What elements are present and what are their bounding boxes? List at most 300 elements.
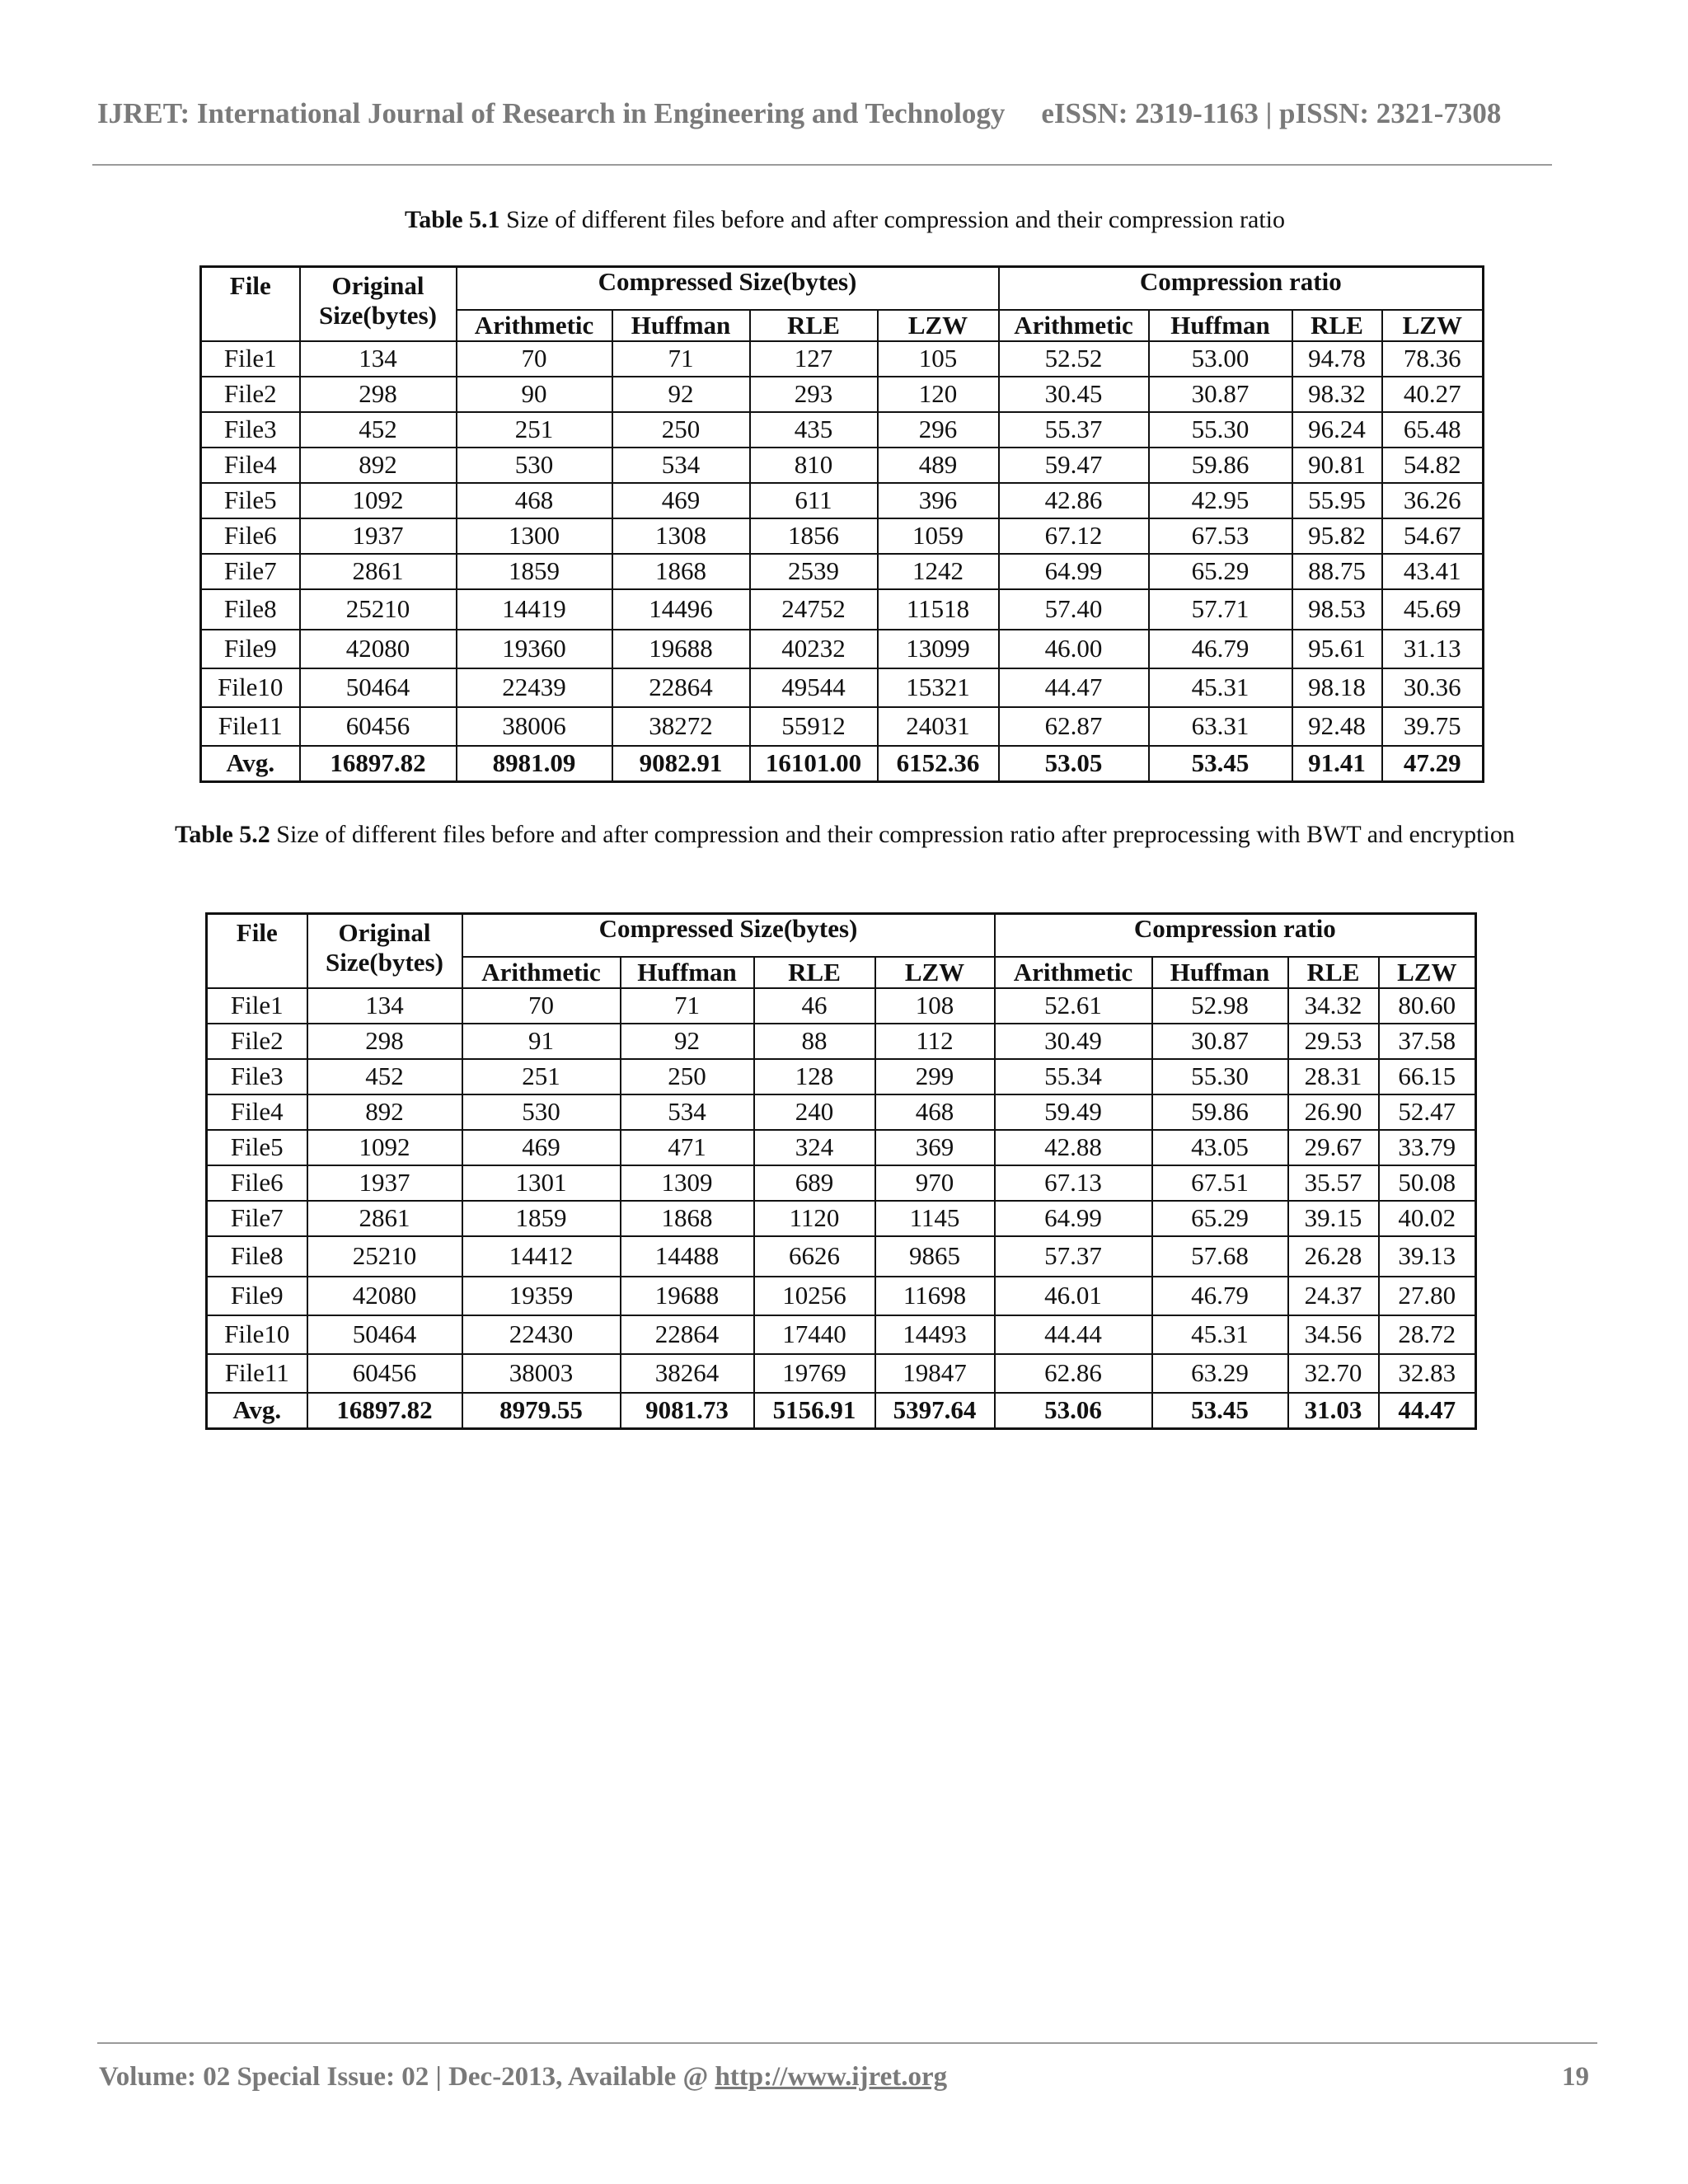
table-cell: 88.75 [1292,554,1382,589]
table-cell: 43.41 [1382,554,1484,589]
table-cell: 94.78 [1292,341,1382,377]
table-row [207,1315,1476,1354]
table-cell: 11698 [875,1277,995,1315]
table-cell: 469 [612,483,750,518]
table-cell: 611 [750,483,878,518]
table-row [207,1236,1476,1277]
table-cell: 452 [300,412,457,448]
table-cell: 46.00 [999,630,1149,668]
table-cell: 28.72 [1379,1315,1476,1354]
table-cell: 26.28 [1288,1236,1379,1277]
table-cell: 38272 [612,707,750,746]
table-cell: 98.32 [1292,377,1382,412]
table-cell: 25210 [300,589,457,630]
table-cell: 60456 [307,1354,462,1393]
table-cell: 39.15 [1288,1201,1379,1236]
table-cell: 1308 [612,518,750,554]
table-cell: 92 [612,377,750,412]
subheader-arithmetic-size: Arithmetic [457,310,612,341]
table-cell: 50.08 [1379,1165,1476,1201]
table-cell: 1859 [457,554,612,589]
table-cell: 32.70 [1288,1354,1379,1393]
table-cell: 90.81 [1292,448,1382,483]
subheader-huffman-ratio: Huffman [1149,310,1292,341]
table-row [207,1094,1476,1130]
table-cell: 90 [457,377,612,412]
table-cell: 91 [462,1024,621,1059]
table-cell: 26.90 [1288,1094,1379,1130]
table-cell: File4 [207,1094,307,1130]
table-cell: 67.12 [999,518,1149,554]
table-row [201,668,1484,707]
average-cell: 8979.55 [462,1393,621,1429]
table-cell: 80.60 [1379,988,1476,1024]
table-cell: 892 [307,1094,462,1130]
table-5-1 [199,265,1484,783]
table-cell: 1300 [457,518,612,554]
table-cell: File2 [207,1024,307,1059]
table-cell: 40.02 [1379,1201,1476,1236]
table-cell: 95.82 [1292,518,1382,554]
table-cell: 40232 [750,630,878,668]
table-cell: 59.86 [1152,1094,1288,1130]
table-cell: 2539 [750,554,878,589]
table-row [201,412,1484,448]
subheader-rle-ratio: RLE [1292,310,1382,341]
table-cell: 6626 [754,1236,875,1277]
table-cell: 1301 [462,1165,621,1201]
table-row [207,1059,1476,1094]
table-cell: 28.31 [1288,1059,1379,1094]
table-label: Table 5.1 [404,206,500,233]
table-cell: 22864 [621,1315,754,1354]
table-cell: 55.95 [1292,483,1382,518]
table-cell: 489 [878,448,999,483]
table-cell: 534 [612,448,750,483]
table-cell: 134 [307,988,462,1024]
table-cell: 57.40 [999,589,1149,630]
table-cell: File10 [201,668,300,707]
table-cell: 54.82 [1382,448,1484,483]
table-cell: 30.87 [1152,1024,1288,1059]
table-row [207,1354,1476,1393]
issn-numbers: eISSN: 2319-1163 | pISSN: 2321-7308 [1041,97,1502,129]
table-cell: 293 [750,377,878,412]
table-row [207,1201,1476,1236]
table-cell: 55.37 [999,412,1149,448]
table-cell: 19688 [621,1277,754,1315]
table-cell: 45.31 [1149,668,1292,707]
table-cell: 54.67 [1382,518,1484,554]
table-row [201,554,1484,589]
table-cell: 52.61 [995,988,1152,1024]
subheader-rle-size: RLE [754,957,875,988]
page-footer [99,2062,947,2093]
average-cell: 91.41 [1292,746,1382,782]
table-cell: 9865 [875,1236,995,1277]
table-cell: 46.79 [1149,630,1292,668]
table-cell: File2 [201,377,300,412]
average-cell: 8981.09 [457,746,612,782]
table-cell: 108 [875,988,995,1024]
volume-info: Volume: 02 Special Issue: 02 | Dec-2013, Available @ [99,2062,715,2092]
header-original-size: Original Size(bytes) [300,267,457,341]
table-cell: File9 [207,1277,307,1315]
table-5-1-caption [198,204,1492,236]
table-cell: 50464 [307,1315,462,1354]
table-cell: 29.53 [1288,1024,1379,1059]
table-cell: File1 [201,341,300,377]
subheader-lzw-ratio: LZW [1382,310,1484,341]
table-cell: 19847 [875,1354,995,1393]
table-cell: 14412 [462,1236,621,1277]
table-cell: 70 [457,341,612,377]
table-cell: 96.24 [1292,412,1382,448]
header-compression-ratio: Compression ratio [999,267,1484,310]
table-cell: 127 [750,341,878,377]
table-cell: File10 [207,1315,307,1354]
table-cell: 10256 [754,1277,875,1315]
table-cell: 42080 [300,630,457,668]
table-row [201,448,1484,483]
table-cell: 1859 [462,1201,621,1236]
table-cell: 34.56 [1288,1315,1379,1354]
table-row [207,1165,1476,1201]
footer-rule [97,2042,1597,2044]
subheader-huffman-size: Huffman [621,957,754,988]
table-cell: 13099 [878,630,999,668]
table-cell: 296 [878,412,999,448]
table-cell: 52.52 [999,341,1149,377]
header-compressed-size: Compressed Size(bytes) [457,267,999,310]
table-cell: File7 [207,1201,307,1236]
table-cell: 45.69 [1382,589,1484,630]
subheader-arithmetic-size: Arithmetic [462,957,621,988]
table-cell: 46.01 [995,1277,1152,1315]
table-cell: 1937 [300,518,457,554]
subheader-lzw-size: LZW [878,310,999,341]
table-5-2 [205,912,1477,1430]
table-cell: 250 [612,412,750,448]
table-cell: 25210 [307,1236,462,1277]
journal-link[interactable]: http://www.ijret.org [715,2062,948,2092]
table-cell: 36.26 [1382,483,1484,518]
table-cell: File5 [207,1130,307,1165]
table-cell: 63.29 [1152,1354,1288,1393]
table-cell: 55912 [750,707,878,746]
header-rule [92,164,1552,166]
average-cell: 9082.91 [612,746,750,782]
table-cell: 15321 [878,668,999,707]
table-cell: File6 [207,1165,307,1201]
table-cell: 128 [754,1059,875,1094]
table-cell: 46.79 [1152,1277,1288,1315]
table-cell: 369 [875,1130,995,1165]
table-cell: 65.29 [1149,554,1292,589]
table-cell: 39.13 [1379,1236,1476,1277]
table-cell: 1092 [307,1130,462,1165]
table-cell: 298 [307,1024,462,1059]
table-cell: 530 [462,1094,621,1130]
table-cell: 396 [878,483,999,518]
table-cell: 1120 [754,1201,875,1236]
table-cell: 38006 [457,707,612,746]
table-cell: 19359 [462,1277,621,1315]
table-cell: 67.51 [1152,1165,1288,1201]
table-cell: 1868 [621,1201,754,1236]
table-cell: 67.53 [1149,518,1292,554]
table-cell: File8 [201,589,300,630]
table-cell: 37.58 [1379,1024,1476,1059]
average-cell: 53.06 [995,1393,1152,1429]
table-cell: 30.36 [1382,668,1484,707]
table-cell: File8 [207,1236,307,1277]
subheader-lzw-size: LZW [875,957,995,988]
table-cell: 95.61 [1292,630,1382,668]
table-cell: 71 [621,988,754,1024]
subheader-rle-ratio: RLE [1288,957,1379,988]
table-cell: 50464 [300,668,457,707]
table-cell: 55.34 [995,1059,1152,1094]
table-cell: 14488 [621,1236,754,1277]
subheader-lzw-ratio: LZW [1379,957,1476,988]
table-cell: File11 [201,707,300,746]
table-cell: 52.98 [1152,988,1288,1024]
table-cell: 134 [300,341,457,377]
average-cell: 53.05 [999,746,1149,782]
average-cell: 5156.91 [754,1393,875,1429]
table-cell: 98.53 [1292,589,1382,630]
table-cell: 1092 [300,483,457,518]
table-cell: 40.27 [1382,377,1484,412]
table-cell: 468 [875,1094,995,1130]
caption-text: Size of different files before and after compression and their compression ratio [506,206,1286,233]
average-cell: 5397.64 [875,1393,995,1429]
table-cell: 33.79 [1379,1130,1476,1165]
table-cell: 42080 [307,1277,462,1315]
journal-title: IJRET: International Journal of Research in Engineering and Technology [97,97,1006,129]
table-cell: 105 [878,341,999,377]
table-cell: 468 [457,483,612,518]
table-cell: 34.32 [1288,988,1379,1024]
table-cell: 44.47 [999,668,1149,707]
caption-text: Size of different files before and after compression and their compression ratio after preprocessing with BWT and encryption [276,821,1515,848]
table-cell: 53.00 [1149,341,1292,377]
table-cell: 29.67 [1288,1130,1379,1165]
table-cell: 19769 [754,1354,875,1393]
table-cell: 45.31 [1152,1315,1288,1354]
table-cell: 435 [750,412,878,448]
table-cell: 46 [754,988,875,1024]
table-cell: 250 [621,1059,754,1094]
average-cell: 44.47 [1379,1393,1476,1429]
table-cell: 112 [875,1024,995,1059]
table-cell: 60456 [300,707,457,746]
table-row [207,1277,1476,1315]
table-cell: 63.31 [1149,707,1292,746]
header-file: File [201,267,300,341]
average-cell: 16897.82 [300,746,457,782]
running-header [97,97,1527,130]
table-cell: 534 [621,1094,754,1130]
table-cell: 42.95 [1149,483,1292,518]
table-cell: 71 [612,341,750,377]
table-cell: 55.30 [1152,1059,1288,1094]
table-cell: 62.86 [995,1354,1152,1393]
table-5-2-caption [148,818,1541,851]
table-cell: File7 [201,554,300,589]
table-cell: 59.47 [999,448,1149,483]
table-cell: 19688 [612,630,750,668]
table-cell: 22439 [457,668,612,707]
average-row [201,746,1484,782]
table-row [207,988,1476,1024]
subheader-rle-size: RLE [750,310,878,341]
table-cell: 43.05 [1152,1130,1288,1165]
table-cell: 1856 [750,518,878,554]
table-cell: 92 [621,1024,754,1059]
table-cell: 120 [878,377,999,412]
subheader-arithmetic-ratio: Arithmetic [999,310,1149,341]
table-cell: File1 [207,988,307,1024]
table-row [201,518,1484,554]
table-cell: 52.47 [1379,1094,1476,1130]
table-cell: 452 [307,1059,462,1094]
table-cell: 42.86 [999,483,1149,518]
table-cell: 299 [875,1059,995,1094]
average-cell: 53.45 [1152,1393,1288,1429]
table-cell: 24031 [878,707,999,746]
average-cell: 31.03 [1288,1393,1379,1429]
table-cell: File5 [201,483,300,518]
average-cell: 47.29 [1382,746,1484,782]
table-cell: 55.30 [1149,412,1292,448]
header-compressed-size: Compressed Size(bytes) [462,914,995,957]
table-cell: 38003 [462,1354,621,1393]
table-cell: File4 [201,448,300,483]
table-row [207,1130,1476,1165]
table-cell: 1242 [878,554,999,589]
table-cell: 24.37 [1288,1277,1379,1315]
table-cell: 30.45 [999,377,1149,412]
table-cell: 88 [754,1024,875,1059]
table-cell: 1868 [612,554,750,589]
table-cell: 240 [754,1094,875,1130]
table-cell: 24752 [750,589,878,630]
table-cell: 11518 [878,589,999,630]
table-cell: 469 [462,1130,621,1165]
average-cell: Avg. [201,746,300,782]
table-row [201,483,1484,518]
table-cell: 65.29 [1152,1201,1288,1236]
table-cell: 1937 [307,1165,462,1201]
table-cell: 1145 [875,1201,995,1236]
table-cell: 98.18 [1292,668,1382,707]
table-cell: 22864 [612,668,750,707]
page-number: 19 [1562,2062,1589,2092]
subheader-huffman-size: Huffman [612,310,750,341]
table-cell: 32.83 [1379,1354,1476,1393]
table-cell: 39.75 [1382,707,1484,746]
table-row [201,341,1484,377]
table-cell: 44.44 [995,1315,1152,1354]
average-cell: 16101.00 [750,746,878,782]
table-row [201,589,1484,630]
table-cell: 62.87 [999,707,1149,746]
table-cell: 66.15 [1379,1059,1476,1094]
table-cell: 31.13 [1382,630,1484,668]
average-cell: 6152.36 [878,746,999,782]
table-body [207,988,1476,1429]
table-cell: 14496 [612,589,750,630]
average-cell: 53.45 [1149,746,1292,782]
table-cell: 30.49 [995,1024,1152,1059]
table-cell: 970 [875,1165,995,1201]
table-cell: File11 [207,1354,307,1393]
table-cell: 2861 [307,1201,462,1236]
table-cell: 810 [750,448,878,483]
table-row [201,707,1484,746]
table-cell: 892 [300,448,457,483]
table-cell: 19360 [457,630,612,668]
average-cell: 16897.82 [307,1393,462,1429]
table-cell: 64.99 [995,1201,1152,1236]
table-cell: 530 [457,448,612,483]
table-row [201,377,1484,412]
table-cell: 1309 [621,1165,754,1201]
table-cell: 2861 [300,554,457,589]
table-cell: 42.88 [995,1130,1152,1165]
subheader-huffman-ratio: Huffman [1152,957,1288,988]
average-cell: 9081.73 [621,1393,754,1429]
table-cell: 251 [462,1059,621,1094]
table-cell: 17440 [754,1315,875,1354]
table-cell: 30.87 [1149,377,1292,412]
table-row [207,1024,1476,1059]
table-cell: 59.49 [995,1094,1152,1130]
table-cell: File6 [201,518,300,554]
table-cell: 22430 [462,1315,621,1354]
subheader-arithmetic-ratio: Arithmetic [995,957,1152,988]
table-cell: 65.48 [1382,412,1484,448]
header-file: File [207,914,307,988]
table-cell: 324 [754,1130,875,1165]
table-cell: 57.71 [1149,589,1292,630]
table-cell: 471 [621,1130,754,1165]
table-cell: 35.57 [1288,1165,1379,1201]
table-cell: 49544 [750,668,878,707]
table-cell: File9 [201,630,300,668]
header-compression-ratio: Compression ratio [995,914,1476,957]
table-body [201,341,1484,782]
table-cell: 689 [754,1165,875,1201]
table-cell: File3 [201,412,300,448]
table-cell: 1059 [878,518,999,554]
table-cell: 78.36 [1382,341,1484,377]
table-cell: 64.99 [999,554,1149,589]
table-cell: 251 [457,412,612,448]
table-cell: 14419 [457,589,612,630]
table-label: Table 5.2 [175,821,270,848]
table-cell: File3 [207,1059,307,1094]
table-cell: 38264 [621,1354,754,1393]
header-original-size: Original Size(bytes) [307,914,462,988]
table-row [201,630,1484,668]
table-cell: 92.48 [1292,707,1382,746]
table-cell: 57.68 [1152,1236,1288,1277]
table-cell: 70 [462,988,621,1024]
table-cell: 59.86 [1149,448,1292,483]
